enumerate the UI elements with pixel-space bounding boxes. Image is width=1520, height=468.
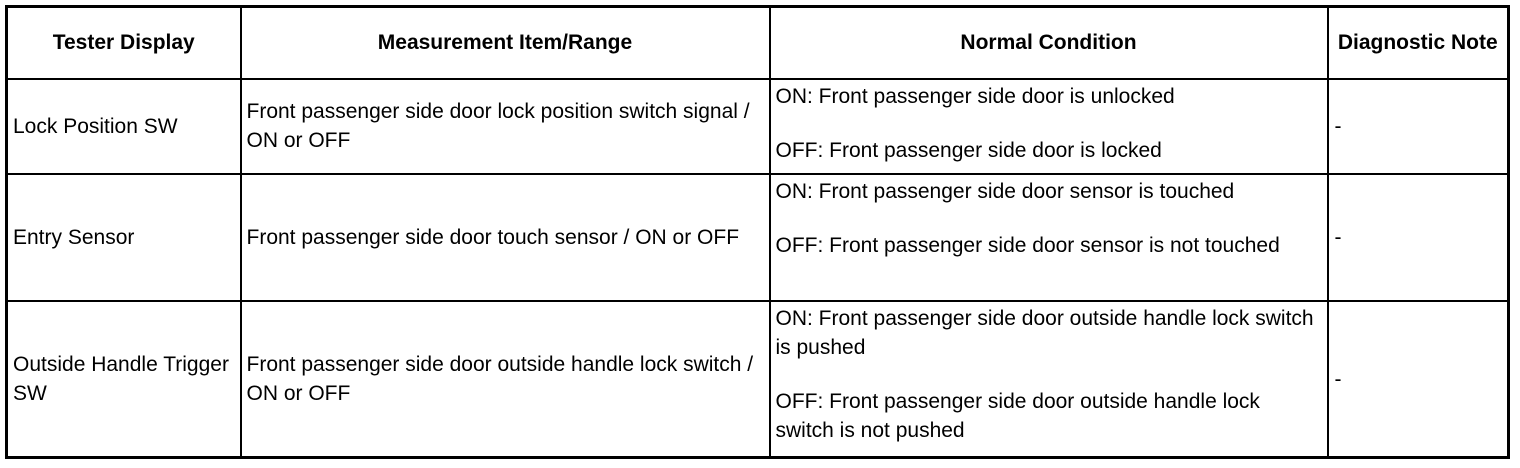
header-measurement-item: Measurement Item/Range bbox=[241, 7, 770, 79]
normal-condition-on: ON: Front passenger side door outside handle lock switch is pushed bbox=[775, 307, 1314, 360]
measurement-cell: Front passenger side door touch sensor / ON or OFF bbox=[241, 174, 770, 301]
diagnostic-note-cell: - bbox=[1328, 79, 1509, 175]
normal-condition-cell bbox=[770, 79, 1328, 175]
header-normal-condition: Normal Condition bbox=[770, 7, 1328, 79]
header-tester-display: Tester Display bbox=[7, 7, 241, 79]
header-diagnostic-note: Diagnostic Note bbox=[1328, 7, 1509, 79]
measurement-cell: Front passenger side door outside handle lock switch / ON or OFF bbox=[241, 301, 770, 457]
tester-display-cell: Entry Sensor bbox=[7, 174, 241, 301]
normal-condition-off: OFF: Front passenger side door sensor is not touched bbox=[775, 234, 1280, 258]
normal-condition-off: OFF: Front passenger side door is locked bbox=[775, 138, 1162, 162]
data-monitor-table bbox=[5, 5, 1510, 459]
normal-condition-off: OFF: Front passenger side door outside handle lock switch is not pushed bbox=[775, 390, 1260, 443]
tester-display-cell: Outside Handle Trigger SW bbox=[7, 301, 241, 457]
table-row bbox=[7, 79, 1509, 175]
table-header-row bbox=[7, 7, 1509, 79]
table-row bbox=[7, 301, 1509, 457]
normal-condition-on: ON: Front passenger side door sensor is touched bbox=[775, 180, 1235, 204]
diagnostic-note-cell: - bbox=[1328, 174, 1509, 301]
normal-condition-cell bbox=[770, 174, 1328, 301]
normal-condition-cell bbox=[770, 301, 1328, 457]
measurement-cell: Front passenger side door lock position switch signal / ON or OFF bbox=[241, 79, 770, 175]
diagnostic-note-cell: - bbox=[1328, 301, 1509, 457]
normal-condition-on: ON: Front passenger side door is unlocked bbox=[775, 84, 1175, 108]
tester-display-cell: Lock Position SW bbox=[7, 79, 241, 175]
table-row bbox=[7, 174, 1509, 301]
